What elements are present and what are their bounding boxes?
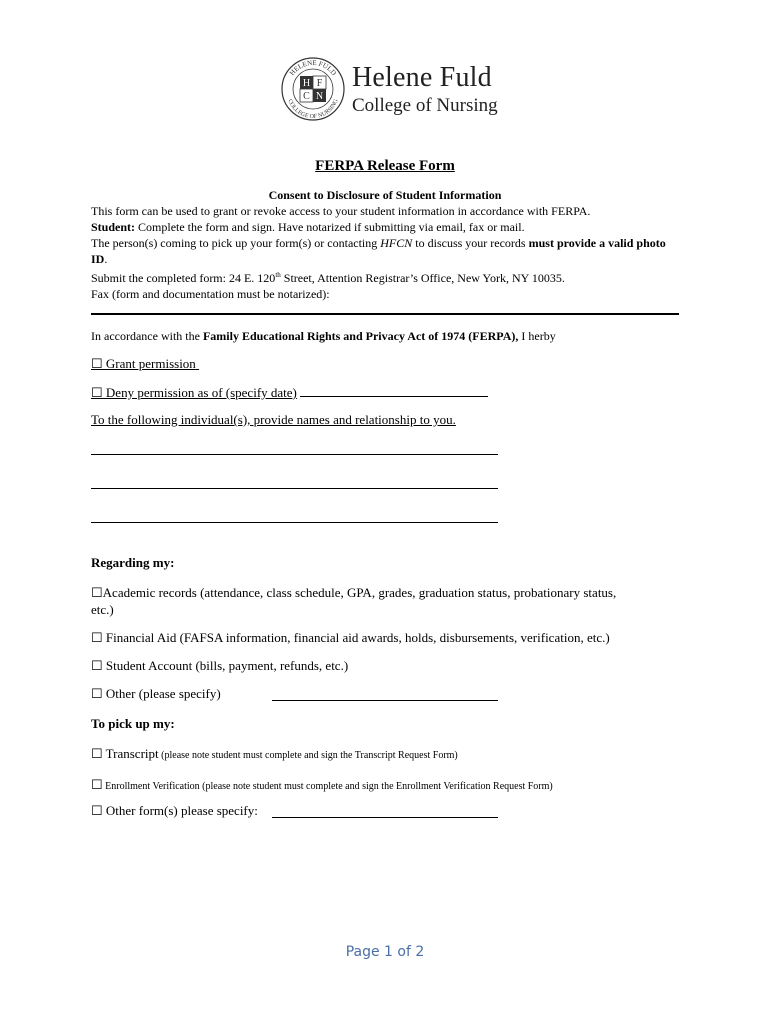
academic-records-continued: etc.) [91, 602, 114, 617]
svg-text:COLLEGE OF NURSING: COLLEGE OF NURSING [286, 98, 340, 121]
intro-line-fax: Fax (form and documentation must be notarized): [91, 287, 330, 301]
accordance-post: I herby [518, 329, 556, 343]
individuals-prompt: To the following individual(s), provide names and relationship to you. [91, 412, 456, 427]
logo-name-line1: Helene Fuld [352, 61, 492, 93]
form-title: FERPA Release Form [315, 158, 455, 174]
other-forms-label: ☐ Other form(s) please specify: [91, 803, 258, 818]
financial-aid-checkbox[interactable]: ☐ Financial Aid (FAFSA information, financial aid awards, holds, disbursements, verification, etc.) [91, 630, 610, 645]
pickup-hfcn: HFCN [380, 236, 413, 250]
individual-line-3[interactable] [91, 522, 498, 523]
logo-name-line2: College of Nursing [352, 94, 498, 116]
pickup-text-pre: The person(s) coming to pick up your form(s) or contacting [91, 236, 381, 250]
ferpa-accordance [91, 329, 556, 344]
intro-line-student [91, 219, 681, 235]
accordance-pre: In accordance with the [91, 329, 203, 343]
accordance-bold: Family Educational Rights and Privacy Act of 1974 (FERPA), [202, 329, 519, 343]
grant-permission-checkbox[interactable] [91, 356, 199, 372]
other-forms-checkbox[interactable] [91, 803, 258, 819]
form-subtitle: Consent to Disclosure of Student Information [268, 188, 502, 202]
page-number: Page 1 of 2 [345, 944, 425, 960]
student-account-checkbox[interactable]: ☐ Student Account (bills, payment, refunds, etc.) [91, 658, 349, 673]
intro-line-pickup [91, 235, 681, 267]
other-forms-field[interactable] [272, 817, 498, 818]
regarding-heading: Regarding my: [91, 555, 175, 570]
individual-line-2[interactable] [91, 488, 498, 489]
submit-text-post: Street, Attention Registrar’s Office, New York, NY 10035. [280, 271, 565, 285]
enrollment-verification-checkbox[interactable]: ☐ Enrollment Verification (please note student must complete and sign the Enrollment Verification Request Form) [91, 777, 553, 792]
svg-text:F: F [316, 78, 323, 89]
transcript-label: ☐ Transcript [91, 746, 159, 761]
enrollment-label: Enrollment Verification (please note student must complete and sign the Enrollment Verification Request Form) [102, 781, 553, 792]
pickup-text-end: . [104, 252, 108, 266]
svg-text:H: H [302, 78, 311, 89]
transcript-note: (please note student must complete and sign the Transcript Request Form) [158, 750, 458, 761]
svg-text:N: N [315, 91, 324, 102]
submit-text-pre: Submit the completed form: 24 E. 120 [91, 271, 276, 285]
student-label: Student: [91, 220, 136, 234]
pickup-text-bold: must provide a valid photo ID [91, 236, 666, 266]
college-logo [280, 55, 498, 123]
intro-line-1: This form can be used to grant or revoke access to your student information in accordance with FERPA. [91, 204, 591, 218]
deny-permission-checkbox[interactable] [91, 384, 488, 401]
other-checkbox[interactable]: ☐ Other (please specify) [91, 686, 221, 701]
intro-line-submit [91, 267, 681, 286]
submit-text-sup: th [275, 271, 281, 279]
deny-permission-label: ☐ Deny permission as of (specify date) [91, 385, 297, 400]
grant-permission-label: ☐ Grant permission [91, 356, 196, 371]
svg-text:HELENE FULD: HELENE FULD [288, 58, 338, 78]
transcript-checkbox[interactable] [91, 746, 458, 762]
other-specify-field[interactable] [272, 700, 498, 701]
svg-text:C: C [303, 91, 310, 102]
pickup-text-mid: to discuss your records [412, 236, 529, 250]
deny-date-field[interactable] [300, 384, 488, 397]
college-seal-icon [280, 56, 346, 122]
student-text: Complete the form and sign. Have notarized if submitting via email, fax or mail. [135, 220, 525, 234]
individual-line-1[interactable] [91, 454, 498, 455]
academic-records-checkbox[interactable]: ☐Academic records (attendance, class schedule, GPA, grades, graduation status, probationary status, [91, 585, 617, 600]
pickup-heading: To pick up my: [91, 716, 175, 731]
intro-text [91, 203, 681, 302]
section-divider [91, 313, 679, 315]
